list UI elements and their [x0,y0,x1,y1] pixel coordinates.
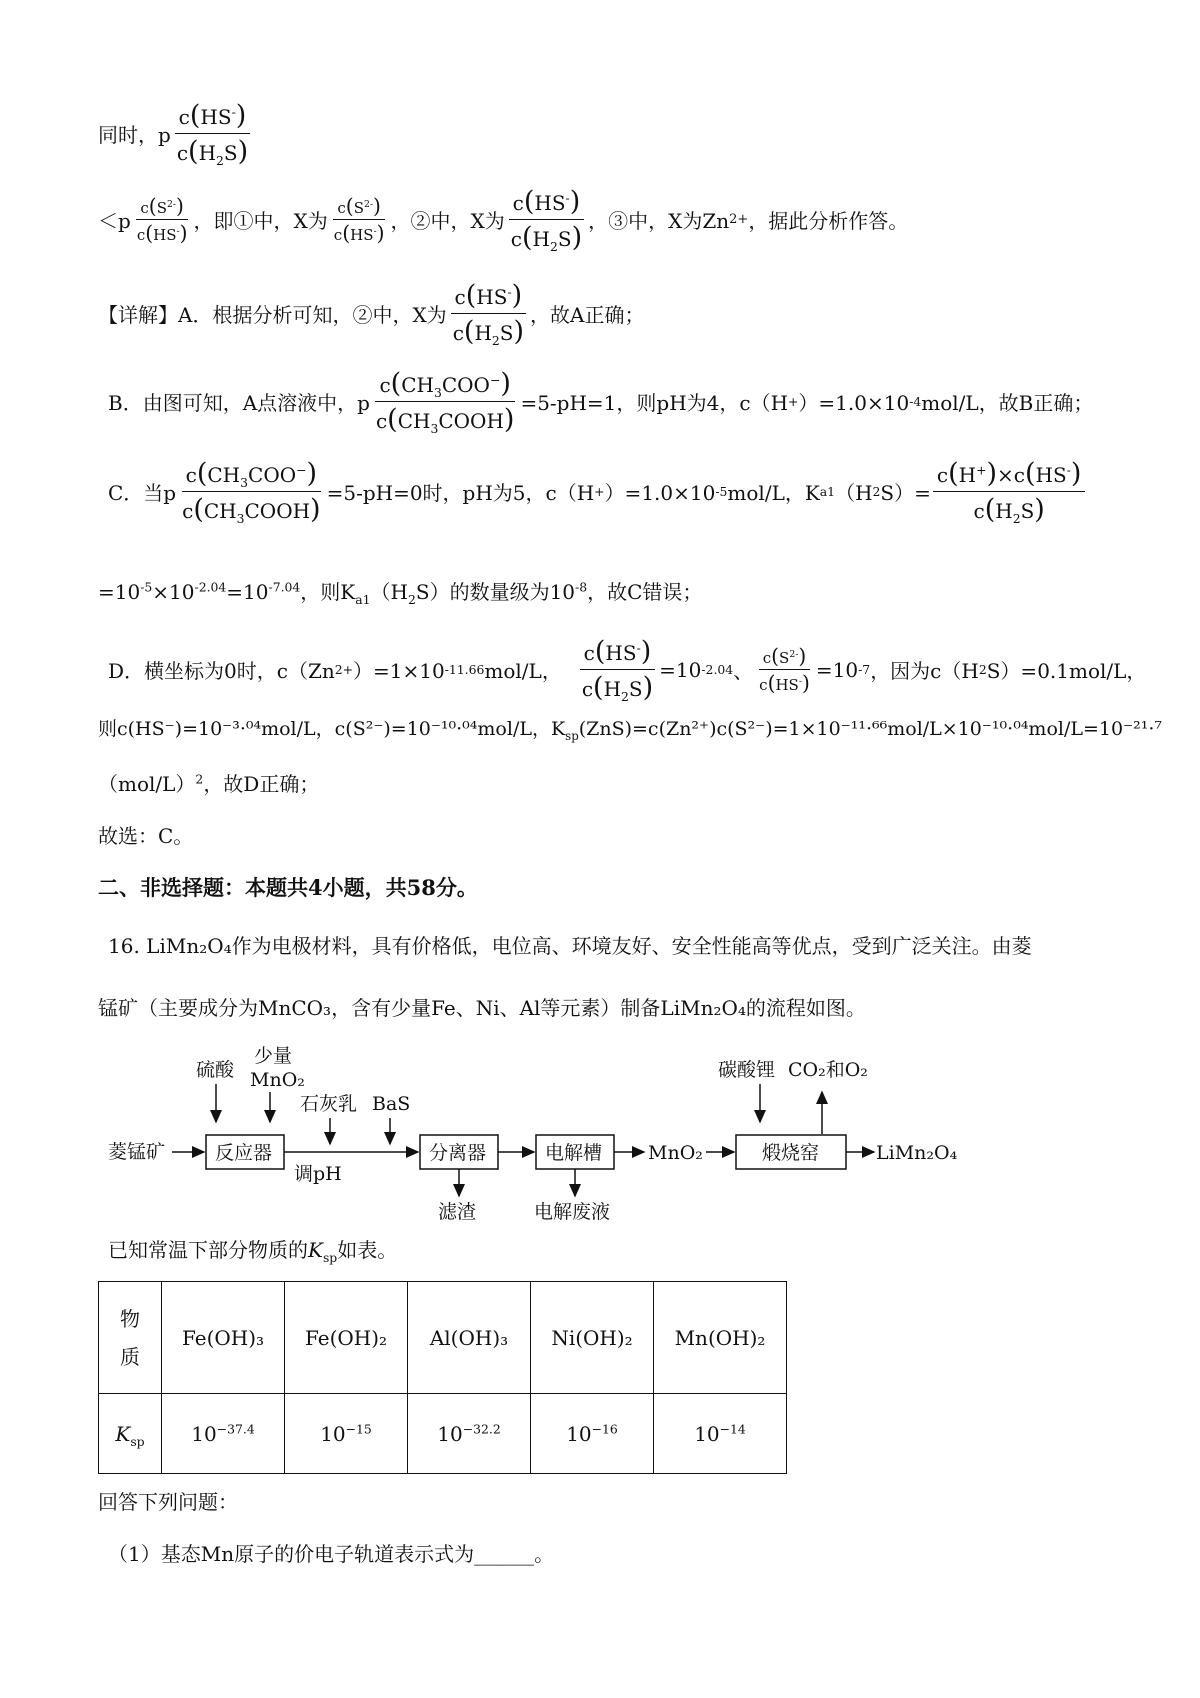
q16-line2: 锰矿（主要成分为MnCO₃，含有少量Fe、Ni、Al等元素）制备LiMn₂O₄的流程如图。 [98,996,866,1020]
section-title: 二、非选择题：本题共4小题，共58分。 [98,875,478,900]
ksp-value-cell: $10^{-16}$ [531,1394,654,1474]
adjust-label: 调pH [294,1163,342,1185]
acid-label: 硫酸 [196,1059,235,1081]
waste-label: 电解废液 [534,1201,611,1220]
fraction-ka1: $\frac{c(H^+)\times c(HS^-)}{c(H_2S)}$ [933,458,1086,525]
bas-label: BaS [372,1093,411,1115]
ksp-intro: 已知常温下部分物质的$K_{sp}$如表。 [108,1238,398,1265]
fraction-acetate-2: $\frac{c(CH_3COO^-)}{c(CH_3COOH)}$ [182,458,321,527]
kiln-label: 煅烧窑 [762,1142,820,1164]
fraction-hs-h2s: $\frac{c(HS^-)}{c(H_2S)}$ [173,100,252,167]
product-label: LiMn₂O₄ [876,1142,958,1164]
substance-cell: Ni(OH)₂ [531,1282,654,1394]
detail-a: 【详解】A．根据分析可知，②中，X为 $\frac{c(HS^-)}{c(H_2S)}$ ，故A正确； [98,280,645,349]
substance-cell: Fe(OH)₃ [162,1282,285,1394]
question-1: （1）基态Mn原子的价电子轨道表示式为______。 [108,1542,555,1566]
fraction-hs-h2s-3: $\frac{c(HS^-)}{c(H_2S)}$ [449,280,528,347]
small-label: 少量 [254,1045,293,1067]
detail-c-2: $=10^{-5}\times 10^{-2.04}=10^{-7.04}$，则$K_{a1}(H_2S)$的数量级为$10^{-8}$，故C错误； [98,579,703,607]
detail-d-2: 则c(HS⁻)=10⁻³·⁰⁴mol/L，c(S²⁻)=10⁻¹⁰·⁰⁴mol/L，$K_{sp}(ZnS)=c(Zn^{2+})c(S^{2-})=1\times 10^{-11}\cdot^{66}mol/L\times 10^{-10}\cdot^{04}mol/L=10^{-21}\cdot^7$ [98,718,1163,743]
line-compare: ＜p $\frac{c(S^{2-})}{c(HS^-)}$ ，即①中，X为 $\frac{c(S^{2-})}{c(HS^-)}$ ，②中，X为 $\frac{c(HS^-)}{c(H_2S)}$ ，③中，X为Zn 2+ ，据此分析作答。 [98,186,909,255]
ksp-value-cell: $10^{-32.2}$ [408,1394,531,1474]
ksp-label-cell: $K_{sp}$ [99,1394,162,1474]
fraction-hs-h2s-4: $\frac{c(HS^-)}{c(H_2S)}$ [578,636,657,703]
residue-label: 滤渣 [438,1201,477,1220]
detail-b: B．由图可知，A点溶液中，p $\frac{c(CH_3COO^-)}{c(CH_3COOH)}$ =5-pH=1，则pH为4，c（H + ）=1.0×10 -4 mol/L，故B正确； [108,368,1094,437]
ksp-value-cell: $10^{-15}$ [285,1394,408,1474]
answer-prompt: 回答下列问题： [98,1490,238,1514]
mno2-in-label: MnO₂ [250,1069,305,1091]
choose-line: 故选：C。 [98,824,194,848]
substance-cell: Mn(OH)₂ [654,1282,787,1394]
q16-line1: 16. LiMn₂O₄作为电极材料，具有价格低，电位高、环境友好、安全性能高等优点，受到广泛关注。由菱 [108,934,1032,958]
substance-cell: Al(OH)₃ [408,1282,531,1394]
fraction-acetate: $\frac{c(CH_3COO^-)}{c(CH_3COOH)}$ [375,368,515,437]
fraction-s2-hs: $\frac{c(S^{2-})}{c(HS^-)}$ [136,193,188,246]
flow-diagram [0,1040,1200,1220]
line-simultaneous: 同时，p $\frac{c(HS^-)}{c(H_2S)}$ [98,100,254,167]
cell-label: 电解槽 [545,1142,603,1164]
table-head-cell: 物 质 [99,1282,162,1394]
ore-label: 菱锰矿 [108,1141,166,1163]
lime-label: 石灰乳 [300,1093,358,1115]
fraction-s2-hs-2: $\frac{c(S^{2-})}{c(HS^-)}$ [333,193,385,246]
reactor-label: 反应器 [215,1142,273,1164]
detail-c: C．当p $\frac{c(CH_3COO^-)}{c(CH_3COOH)}$ =5-pH=0时，pH为5，c（H + ）=1.0×10 -5 mol/L，K a1 （H 2 S）= $\frac{c(H^+)\times c(HS^-)}{c(H_2S)}$ [108,458,1087,525]
detail-d: D．横坐标为0时，c（Zn 2+ ）=1×10 -11.66 mol/L， $\frac{c(HS^-)}{c(H_2S)}$ =10 -2.04 、 $\frac{c(S^{2-})}{c(HS^-)}$ =10 -7 ，因为c（H 2 S）=0.1mol/L， [108,636,1147,705]
fraction-hs-h2s-2: $\frac{c(HS^-)}{c(H_2S)}$ [507,186,586,253]
detail-d-3: $(mol/L)^2$，故D正确； [98,771,320,796]
fraction-s2-hs-3: $\frac{c(S^{2-})}{c(HS^-)}$ [759,643,810,696]
ksp-value-cell: $10^{-14}$ [654,1394,787,1474]
li2co3-label: 碳酸锂 [718,1059,776,1081]
gases-label: CO₂和O₂ [788,1059,868,1081]
mno2-out-label: MnO₂ [648,1142,703,1164]
substance-cell: Fe(OH)₂ [285,1282,408,1394]
separator-label: 分离器 [429,1142,487,1164]
ksp-value-cell: $10^{-37.4}$ [162,1394,285,1474]
ksp-table [98,1281,787,1474]
